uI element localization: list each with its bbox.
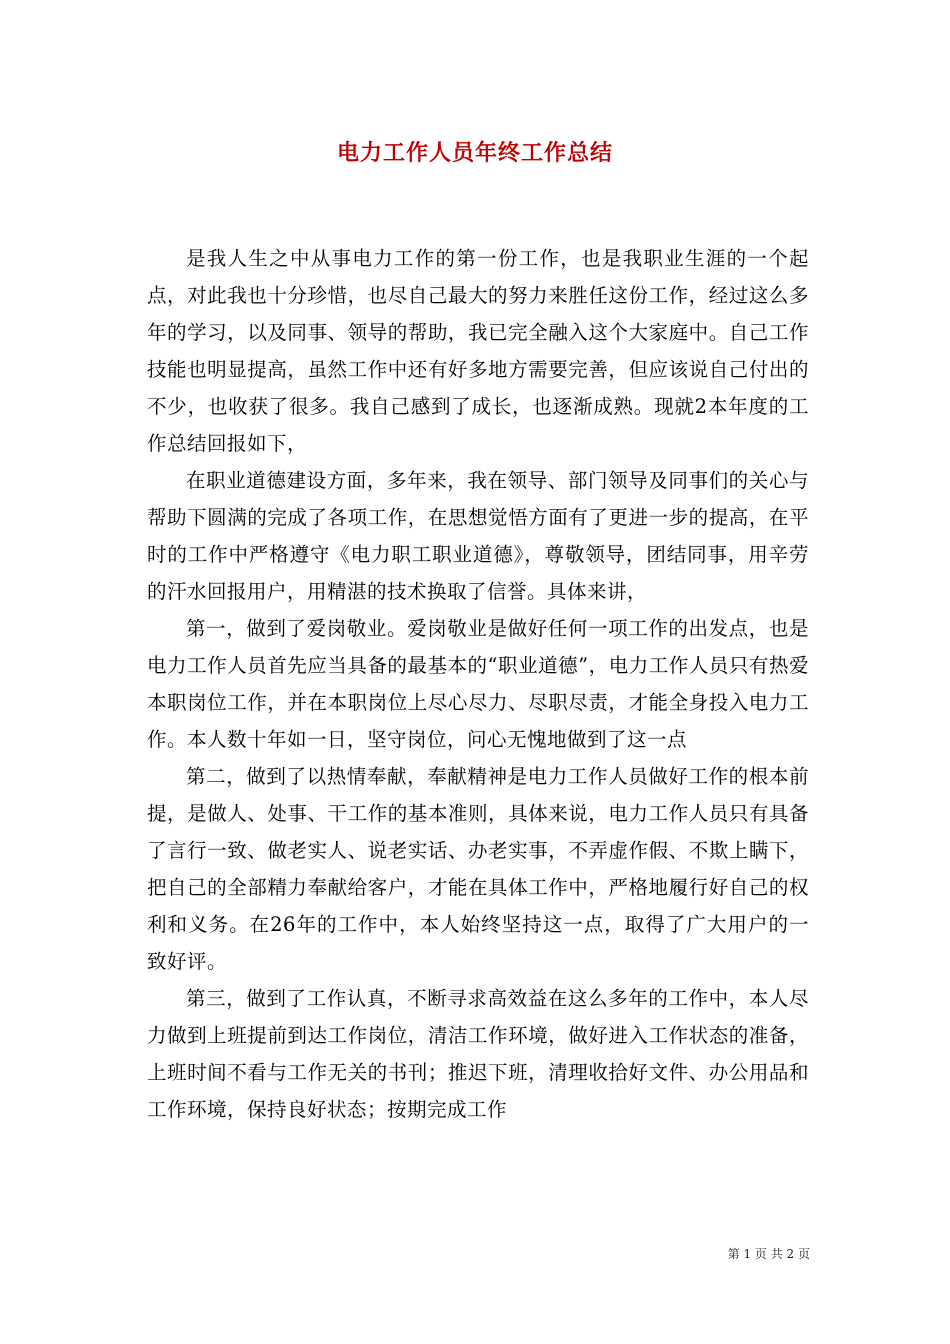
paragraph-ethics: 在职业道德建设方面，多年来，我在领导、部门领导及同事们的关心与帮助下圆满的完成了各项工作，在思想觉悟方面有了更进一步的提高，在平时的工作中严格遵守《电力职工职业道德》，尊敬领导，团结同事，用辛劳的汗水回报用户，用精湛的技术换取了信誉。具体来讲， [147, 469, 809, 603]
paragraph-intro: 是我人生之中从事电力工作的第一份工作，也是我职业生涯的一个起点，对此我也十分珍惜，也尽自己最大的努力来胜任这份工作，经过这么多年的学习，以及同事、领导的帮助，我已完全融入这个大家庭中。自己工作技能也明显提高，虽然工作中还有好多地方需要完善，但应该说自己付出的不少，也收获了很多。我自己感到了成长，也逐渐成熟。现就2本年度的工作总结回报如下， [147, 247, 809, 455]
document-body [147, 240, 809, 1128]
paragraph-point-three: 第三，做到了工作认真，不断寻求高效益在这么多年的工作中，本人尽力做到上班提前到达工作岗位，清洁工作环境，做好进入工作状态的准备，上班时间不看与工作无关的书刊；推迟下班，清理收拾好文件、办公用品和工作环境，保持良好状态；按期完成工作 [147, 987, 809, 1121]
paragraph-point-two: 第二，做到了以热情奉献，奉献精神是电力工作人员做好工作的根本前提，是做人、处事、干工作的基本准则，具体来说，电力工作人员只有具备了言行一致、做老实人、说老实话、办老实事，不弄虚作假、不欺上瞒下，把自己的全部精力奉献给客户，才能在具体工作中，严格地履行好自己的权利和义务。在26年的工作中，本人始终坚持这一点，取得了广大用户的一致好评。 [147, 765, 809, 973]
page-number-footer: 第 1 页 共 2 页 [727, 1247, 810, 1261]
document-title: 电力工作人员年终工作总结 [336, 140, 613, 166]
paragraph-point-one: 第一，做到了爱岗敬业。爱岗敬业是做好任何一项工作的出发点，也是电力工作人员首先应当具备的最基本的“职业道德”，电力工作人员只有热爱本职岗位工作，并在本职岗位上尽心尽力、尽职尽责，才能全身投入电力工作。本人数十年如一日，坚守岗位，问心无愧地做到了这一点 [147, 617, 809, 751]
